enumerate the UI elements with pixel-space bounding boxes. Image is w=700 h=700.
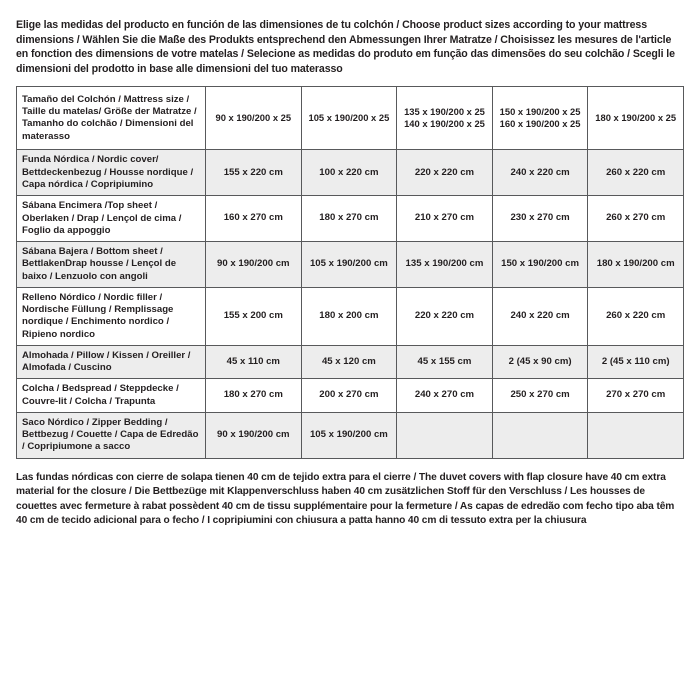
cell-pillow-3: 45 x 155 cm (397, 345, 493, 379)
cell-bottom-sheet-4: 150 x 190/200 cm (492, 242, 588, 288)
row-label-bottom-sheet: Sábana Bajera / Bottom sheet / BettlakenDrap housse / Lençol de baixo / Lenzuolo con angoli (17, 242, 206, 288)
table-row (17, 412, 684, 458)
table-header-col-2 (301, 87, 397, 150)
table-header-row (17, 87, 684, 150)
cell-bedspread-3: 240 x 270 cm (397, 379, 493, 413)
cell-bottom-sheet-3: 135 x 190/200 cm (397, 242, 493, 288)
table-header-col-4 (492, 87, 588, 150)
cell-bedspread-4: 250 x 270 cm (492, 379, 588, 413)
cell-nordic-filler-4: 240 x 220 cm (492, 287, 588, 345)
header-col-5-line-1: 180 x 190/200 x 25 (595, 112, 677, 124)
cell-pillow-1: 45 x 110 cm (206, 345, 302, 379)
row-label-nordic-filler: Relleno Nórdico / Nordic filler / Nordische Füllung / Remplissage nordique / Enchimento nordico / Ripieno nordico (17, 287, 206, 345)
intro-text: Elige las medidas del producto en función de las dimensiones de tu colchón / Choose product sizes according to your mattress dimensions / Wählen Sie die Maße des Produkts entsprechend den Abmessungen Ihrer Matratze / Choisissez les mesures de l'article en fonction des dimensions de votre matelas / Selecione as medidas do produto em função das dimensões do seu colchão / Scegli le dimensioni del prodotto in base alle dimensioni del tuo materasso (16, 19, 675, 75)
row-label-top-sheet: Sábana Encimera /Top sheet / Oberlaken / Drap / Lençol de cima / Foglio da appoggio (17, 196, 206, 242)
table-row (17, 242, 684, 288)
cell-top-sheet-4: 230 x 270 cm (492, 196, 588, 242)
cell-top-sheet-2: 180 x 270 cm (301, 196, 397, 242)
cell-bedspread-5: 270 x 270 cm (588, 379, 684, 413)
table-row (17, 150, 684, 196)
table-row (17, 345, 684, 379)
table-header-col-1 (206, 87, 302, 150)
cell-top-sheet-5: 260 x 270 cm (588, 196, 684, 242)
row-label-bedspread: Colcha / Bedspread / Steppdecke / Couvre-lit / Colcha / Trapunta (17, 379, 206, 413)
cell-bottom-sheet-5: 180 x 190/200 cm (588, 242, 684, 288)
table-header-col-3 (397, 87, 493, 150)
cell-nordic-filler-1: 155 x 200 cm (206, 287, 302, 345)
cell-top-sheet-1: 160 x 270 cm (206, 196, 302, 242)
row-label-nordic-cover: Funda Nórdica / Nordic cover/ Bettdeckenbezug / Housse nordique / Capa nórdica / Copripiumino (17, 150, 206, 196)
table-row (17, 287, 684, 345)
cell-pillow-5: 2 (45 x 110 cm) (588, 345, 684, 379)
size-table-body (17, 87, 684, 458)
table-header-label: Tamaño del Colchón / Mattress size / Taille du matelas/ Größe der Matratze / Tamanho do colchão / Dimensioni del materasso (17, 87, 206, 150)
cell-zipper-bedding-5 (588, 412, 684, 458)
header-col-2-line-1: 105 x 190/200 x 25 (308, 112, 390, 124)
table-row (17, 379, 684, 413)
cell-pillow-2: 45 x 120 cm (301, 345, 397, 379)
cell-nordic-filler-5: 260 x 220 cm (588, 287, 684, 345)
cell-nordic-cover-4: 240 x 220 cm (492, 150, 588, 196)
table-header-col-5 (588, 87, 684, 150)
cell-zipper-bedding-2: 105 x 190/200 cm (301, 412, 397, 458)
cell-nordic-filler-2: 180 x 200 cm (301, 287, 397, 345)
cell-zipper-bedding-1: 90 x 190/200 cm (206, 412, 302, 458)
header-col-4-line-2: 160 x 190/200 x 25 (499, 118, 581, 130)
header-col-4-line-1: 150 x 190/200 x 25 (499, 106, 581, 118)
cell-bedspread-2: 200 x 270 cm (301, 379, 397, 413)
cell-nordic-cover-1: 155 x 220 cm (206, 150, 302, 196)
cell-nordic-filler-3: 220 x 220 cm (397, 287, 493, 345)
header-col-3-line-1: 135 x 190/200 x 25 (404, 106, 485, 118)
cell-bottom-sheet-1: 90 x 190/200 cm (206, 242, 302, 288)
footnote-text: Las fundas nórdicas con cierre de solapa tienen 40 cm de tejido extra para el cierre / The duvet covers with flap closure have 40 cm extra material for the closure / Die Bettbezüge mit Klappenverschluss haben 40 cm zusätzlichen Stoff für den Verschluss / Les housses de couettes avec fermeture à rabat possèdent 40 cm de tissu supplémentaire pour la fermeture / As capas de edredão com fecho tipo aba têm 40 cm de tecido adicional para o fecho / I copripiumini con chiusura a patta hanno 40 cm di tessuto extra per la chiusura (16, 471, 675, 527)
cell-nordic-cover-5: 260 x 220 cm (588, 150, 684, 196)
header-col-1-line-1: 90 x 190/200 x 25 (215, 112, 292, 124)
header-col-3-line-2: 140 x 190/200 x 25 (404, 118, 485, 130)
cell-nordic-cover-2: 100 x 220 cm (301, 150, 397, 196)
table-row (17, 196, 684, 242)
cell-top-sheet-3: 210 x 270 cm (397, 196, 493, 242)
size-table (16, 86, 684, 458)
row-label-pillow: Almohada / Pillow / Kissen / Oreiller / Almofada / Cuscino (17, 345, 206, 379)
cell-bottom-sheet-2: 105 x 190/200 cm (301, 242, 397, 288)
cell-bedspread-1: 180 x 270 cm (206, 379, 302, 413)
cell-nordic-cover-3: 220 x 220 cm (397, 150, 493, 196)
row-label-zipper-bedding: Saco Nórdico / Zipper Bedding / Bettbezug / Couette / Capa de Edredão / Copripiumone a sacco (17, 412, 206, 458)
cell-zipper-bedding-3 (397, 412, 493, 458)
cell-zipper-bedding-4 (492, 412, 588, 458)
cell-pillow-4: 2 (45 x 90 cm) (492, 345, 588, 379)
